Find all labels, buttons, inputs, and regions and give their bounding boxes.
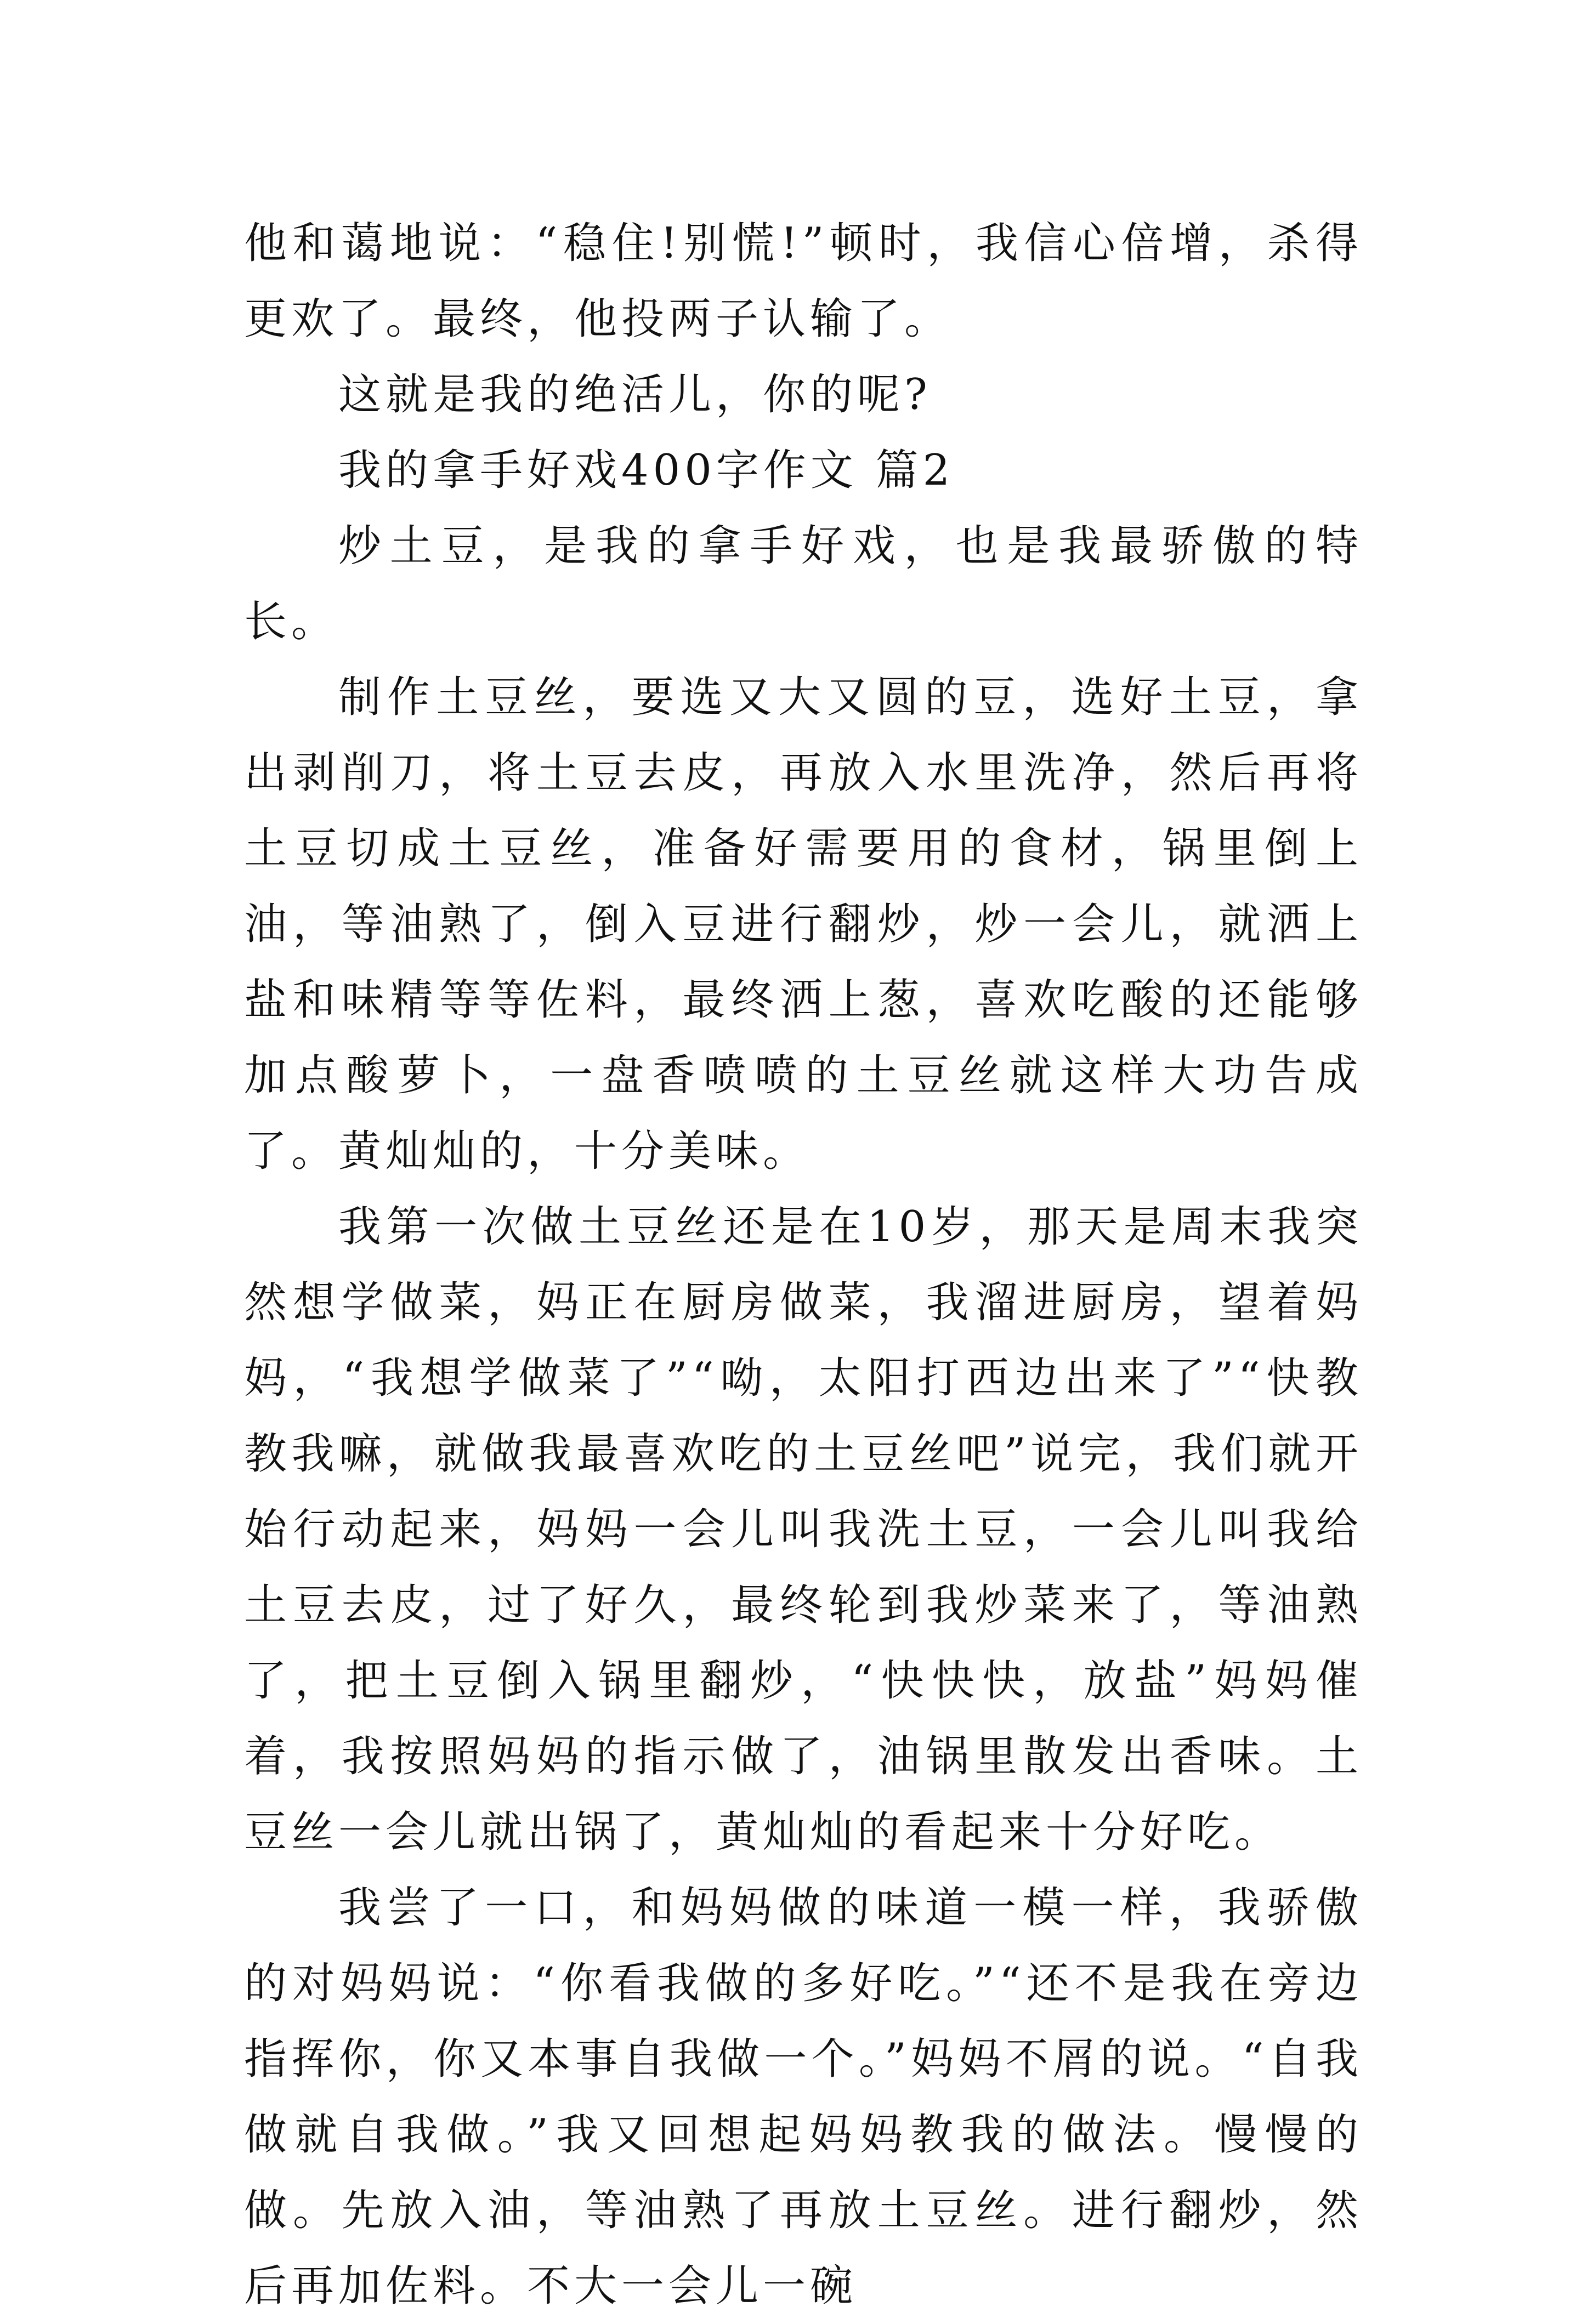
paragraph-recipe: 制作土豆丝，要选又大又圆的豆，选好土豆，拿出剥削刀，将土豆去皮，再放入水里洗净，然后再将土豆切成土豆丝，准备好需要用的食材，锅里倒上油，等油熟了，倒入豆进行翻炒，炒一会儿，就洒上盐和味精等等佐料，最终洒上葱，喜欢吃酸的还能够加点酸萝卜，一盘香喷喷的土豆丝就这样大功告成了。黄灿灿的，十分美味。 xyxy=(244,673,1363,1176)
paragraph-first-time: 我第一次做土豆丝还是在10岁，那天是周末我突然想学做菜，妈正在厨房做菜，我溜进厨房，望着妈妈，“我想学做菜了”“呦，太阳打西边出来了”“快教教我嘛，就做我最喜欢吃的土豆丝吧”说完，我们就开始行动起来，妈妈一会儿叫我洗土豆，一会儿叫我给土豆去皮，过了好久，最终轮到我炒菜来了，等油熟了，把土豆倒入锅里翻炒，“快快快，放盐”妈妈催着，我按照妈妈的指示做了，油锅里散发出香味。土豆丝一会儿就出锅了，黄灿灿的看起来十分好吃。 xyxy=(244,1202,1363,1857)
essay-heading: 我的拿手好戏400字作文 篇2 xyxy=(338,446,955,495)
paragraph-tasting: 我尝了一口，和妈妈做的味道一模一样，我骄傲的对妈妈说：“你看我做的多好吃。”“还不是我在旁边指挥你，你又本事自我做一个。”妈妈不屑的说。“自我做就自我做。”我又回想起妈妈教我的做法。慢慢的做。先放入油，等油熟了再放土豆丝。进行翻炒，然后再加佐料。不大一会儿一碗 xyxy=(244,1883,1363,2311)
document-body xyxy=(244,206,1363,2324)
paragraph-intro: 炒土豆，是我的拿手好戏，也是我最骄傲的特长。 xyxy=(244,521,1363,646)
paragraph-continuation: 他和蔼地说：“稳住!别慌!”顿时，我信心倍增，杀得更欢了。最终，他投两子认输了。 xyxy=(244,219,1363,344)
paragraph-closing-question: 这就是我的绝活儿，你的呢? xyxy=(338,370,932,419)
